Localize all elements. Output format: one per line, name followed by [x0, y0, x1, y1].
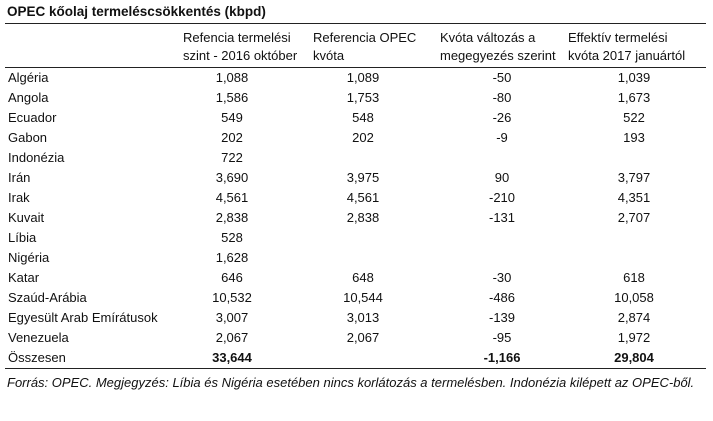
column-header-line: Referencia OPEC [313, 30, 417, 45]
value-cell: -95 [492, 330, 512, 345]
table-row [0, 248, 713, 268]
country-cell: Kuvait [8, 210, 45, 225]
country-cell: Líbia [8, 230, 37, 245]
value-cell: 2,838 [346, 210, 380, 225]
table-row [0, 268, 713, 288]
value-cell: 10,058 [614, 290, 654, 305]
value-cell: 202 [221, 130, 243, 145]
value-cell: 2,838 [215, 210, 249, 225]
table-row [0, 328, 713, 348]
value-cell: 2,067 [346, 330, 380, 345]
value-cell: 29,804 [614, 350, 654, 365]
country-cell: Irak [8, 190, 30, 205]
value-cell: 2,874 [617, 310, 651, 325]
table-row [0, 168, 713, 188]
value-cell: 528 [221, 230, 243, 245]
value-cell: 549 [221, 110, 243, 125]
page-title: OPEC kőolaj termeléscsökkentés (kbpd) [7, 4, 266, 19]
value-cell: 722 [221, 150, 243, 165]
table-row [0, 308, 713, 328]
column-header-line: kvóta [313, 48, 345, 63]
table-row [0, 148, 713, 168]
value-cell: 1,089 [346, 70, 380, 85]
country-cell: Szaúd-Arábia [8, 290, 87, 305]
value-cell: 202 [352, 130, 374, 145]
value-cell: 193 [623, 130, 645, 145]
column-header-reference-quota [313, 29, 416, 65]
column-header-effective-quota [568, 29, 685, 65]
table-row [0, 68, 713, 88]
table-row [0, 108, 713, 128]
country-cell: Katar [8, 270, 40, 285]
value-cell: 1,972 [617, 330, 651, 345]
value-cell: 1,628 [215, 250, 249, 265]
table-row [0, 188, 713, 208]
value-cell: 1,586 [215, 90, 249, 105]
table-row [0, 228, 713, 248]
value-cell: 648 [352, 270, 374, 285]
value-cell: 4,351 [617, 190, 651, 205]
value-cell: 3,690 [215, 170, 249, 185]
top-rule [5, 23, 706, 24]
value-cell: -486 [488, 290, 516, 305]
value-cell: -26 [492, 110, 512, 125]
value-cell: 3,797 [617, 170, 651, 185]
value-cell: 1,673 [617, 90, 651, 105]
value-cell: -131 [488, 210, 516, 225]
table-row [0, 88, 713, 108]
country-cell: Venezuela [8, 330, 69, 345]
country-cell: Összesen [8, 350, 66, 365]
column-header-line: megegyezés szerint [440, 48, 556, 63]
value-cell: 3,975 [346, 170, 380, 185]
value-cell: 522 [623, 110, 645, 125]
country-cell: Egyesült Arab Emírátusok [8, 310, 158, 325]
value-cell: 4,561 [346, 190, 380, 205]
value-cell: 1,039 [617, 70, 651, 85]
country-cell: Ecuador [8, 110, 57, 125]
country-cell: Irán [8, 170, 31, 185]
column-header-line: kvóta 2017 januártól [568, 48, 686, 63]
value-cell: 3,013 [346, 310, 380, 325]
country-cell: Gabon [8, 130, 48, 145]
value-cell: -80 [492, 90, 512, 105]
column-header-line: Effektív termelési [568, 30, 668, 45]
value-cell: 646 [221, 270, 243, 285]
value-cell: 3,007 [215, 310, 249, 325]
value-cell: 4,561 [215, 190, 249, 205]
table-row [0, 128, 713, 148]
value-cell: -30 [492, 270, 512, 285]
value-cell: 1,088 [215, 70, 249, 85]
value-cell: 10,532 [212, 290, 252, 305]
value-cell: 10,544 [343, 290, 383, 305]
value-cell: -50 [492, 70, 512, 85]
value-cell: -9 [496, 130, 508, 145]
country-cell: Indonézia [8, 150, 65, 165]
country-cell: Angola [8, 90, 49, 105]
table-row [0, 208, 713, 228]
bottom-rule [5, 368, 706, 369]
column-header-quota-change [440, 29, 556, 65]
value-cell: 90 [494, 170, 510, 185]
value-cell: 2,707 [617, 210, 651, 225]
total-row [0, 348, 713, 368]
column-header-reference-production [183, 29, 297, 65]
column-header-line: szint - 2016 október [183, 48, 298, 63]
value-cell: 1,753 [346, 90, 380, 105]
value-cell: -1,166 [483, 350, 521, 365]
column-header-line: Kvóta változás a [440, 30, 536, 45]
column-header-line: Refencia termelési [183, 30, 291, 45]
value-cell: 548 [352, 110, 374, 125]
value-cell: 618 [623, 270, 645, 285]
source-note: Forrás: OPEC. Megjegyzés: Líbia és Nigéria esetében nincs korlátozás a termelésben. Indonézia kilépett az OPEC-ből. [7, 375, 695, 390]
country-cell: Algéria [8, 70, 49, 85]
value-cell: -210 [488, 190, 516, 205]
country-cell: Nigéria [8, 250, 50, 265]
value-cell: 2,067 [215, 330, 249, 345]
value-cell: -139 [488, 310, 516, 325]
value-cell: 33,644 [212, 350, 252, 365]
table-row [0, 288, 713, 308]
